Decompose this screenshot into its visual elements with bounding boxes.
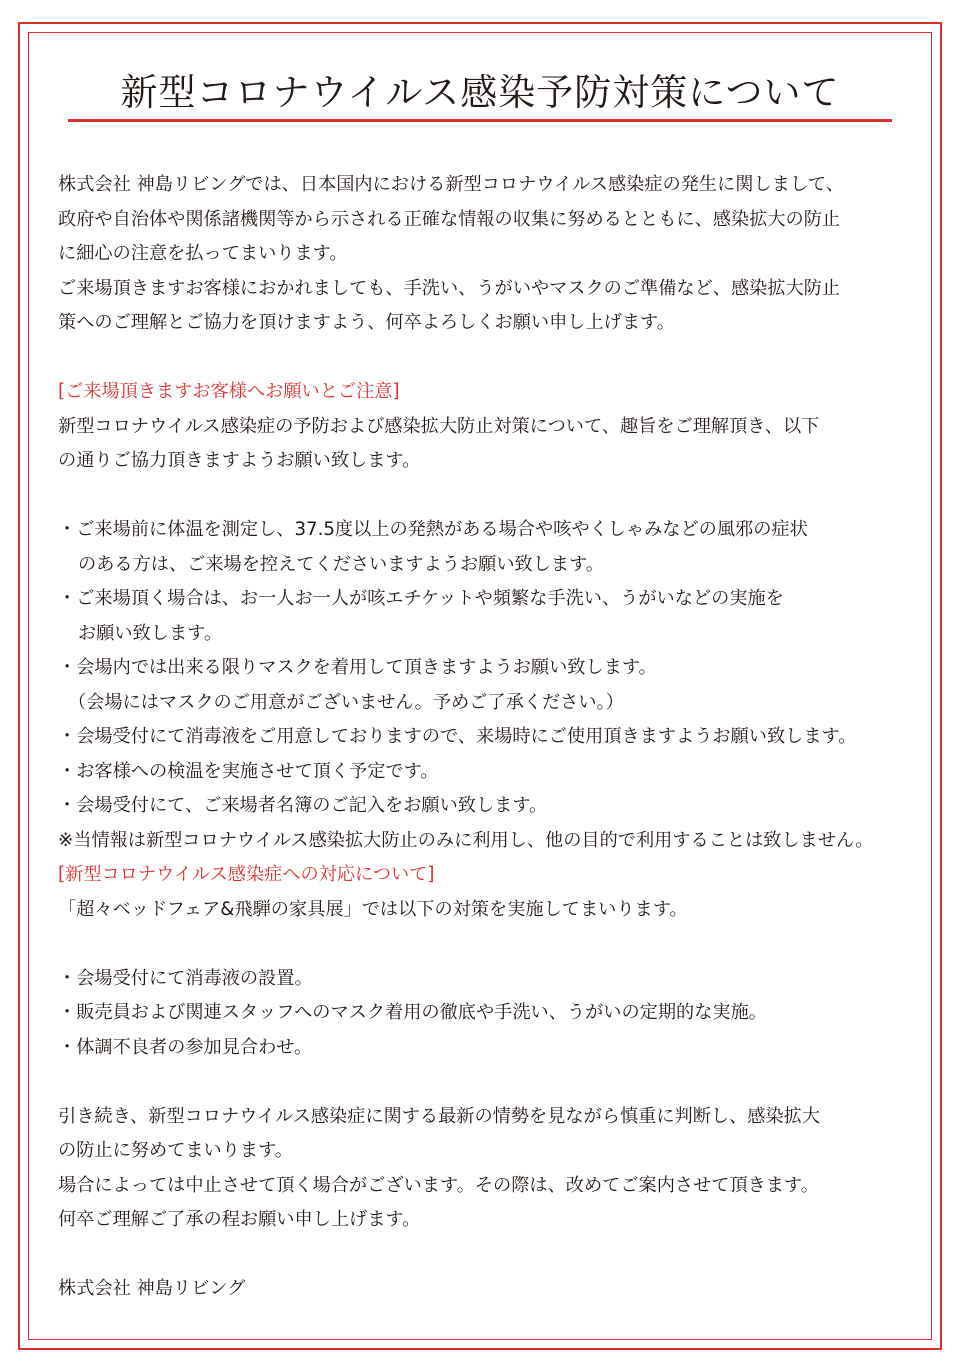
spacer — [58, 1238, 938, 1273]
title-underline — [68, 119, 892, 122]
intro-line: 政府や自治体や関係諸機関等から示される正確な情報の収集に努めるとともに、感染拡大の防止 — [58, 208, 841, 230]
spacer — [58, 927, 938, 962]
spacer — [58, 341, 938, 376]
section-lead-line: 「超々ベッドフェア&飛騨の家具展」では以下の対策を実施してまいります。 — [58, 898, 688, 920]
bullet-item: ・ご来場前に体温を測定し、37.5度以上の発熱がある場合や咳やくしゃみなどの風邪の症状 — [58, 519, 808, 540]
intro-line: 策へのご理解とご協力を頂けますよう、何卒よろしくお願い申し上げます。 — [58, 312, 675, 333]
intro-line: 株式会社 神島リビングでは、日本国内における新型コロナウイルス感染症の発生に関しまして、 — [58, 174, 845, 195]
bullet-item: ・販売員および関連スタッフへのマスク着用の徹底や手洗い、うがいの定期的な実施。 — [58, 1002, 767, 1023]
visitor-requests-section — [58, 375, 938, 858]
intro-line: に細心の注意を払ってまいります。 — [58, 243, 348, 264]
bullet-item: ・会場受付にて消毒液の設置。 — [58, 967, 313, 989]
closing-line: 場合によっては中止させて頂く場合がございます。その際は、改めてご案内させて頂きます。 — [58, 1174, 819, 1196]
spacer — [58, 1065, 938, 1100]
bullet-continuation: （会場にはマスクのご用意がございません。予めご了承ください。） — [68, 691, 624, 713]
closing-paragraph — [58, 1100, 938, 1238]
closing-line: の防止に努めてまいります。 — [58, 1140, 293, 1161]
company-signature: 株式会社 神島リビング — [58, 1278, 246, 1299]
section-lead-line: の通りご協力頂きますようお願い致します。 — [58, 450, 421, 471]
privacy-note: ※当情報は新型コロナウイルス感染拡大防止のみに利用し、他の目的で利用することは致しません。 — [58, 829, 874, 851]
section-lead-line: 新型コロナウイルス感染症の予防および感染拡大防止対策について、趣旨をご理解頂き、以下 — [58, 415, 820, 437]
covid-response-section — [58, 858, 938, 1065]
closing-line: 引き続き、新型コロナウイルス感染症に関する最新の情勢を見ながら慎重に判断し、感染拡大 — [58, 1105, 821, 1127]
section-heading-visitor-requests: [ご来場頂きますお客様へお願いとご注意] — [58, 381, 400, 402]
bullet-item: ・ご来場頂く場合は、お一人お一人が咳エチケットや頻繁な手洗い、うがいなどの実施を — [58, 588, 784, 609]
intro-paragraph — [58, 168, 938, 341]
bullet-item: ・会場内では出来る限りマスクを着用して頂きますようお願い致します。 — [58, 657, 657, 678]
page-title: 新型コロナウイルス感染予防対策について — [120, 71, 840, 114]
bullet-item: ・会場受付にて、ご来場者名簿のご記入をお願い致します。 — [58, 795, 548, 816]
intro-line: ご来場頂きますお客様におかれましても、手洗い、うがいやマスクのご準備など、感染拡大防止 — [58, 277, 841, 299]
bullet-item: ・体調不良者の参加見合わせ。 — [58, 1036, 313, 1058]
bullet-continuation: お願い致します。 — [78, 622, 223, 644]
bullet-item: ・会場受付にて消毒液をご用意しておりますので、来場時にご使用頂きますようお願い致します。 — [58, 726, 857, 747]
bullet-item: ・お客様への検温を実施させて頂く予定です。 — [58, 760, 439, 782]
spacer — [58, 479, 938, 514]
notice-body — [58, 168, 938, 1307]
closing-line: 何卒ご理解ご了承の程お願い申し上げます。 — [58, 1209, 421, 1230]
section-heading-covid-response: [新型コロナウイルス感染症への対応について] — [58, 864, 435, 885]
bullet-continuation: のある方は、ご来場を控えてくださいますようお願い致します。 — [78, 553, 604, 575]
